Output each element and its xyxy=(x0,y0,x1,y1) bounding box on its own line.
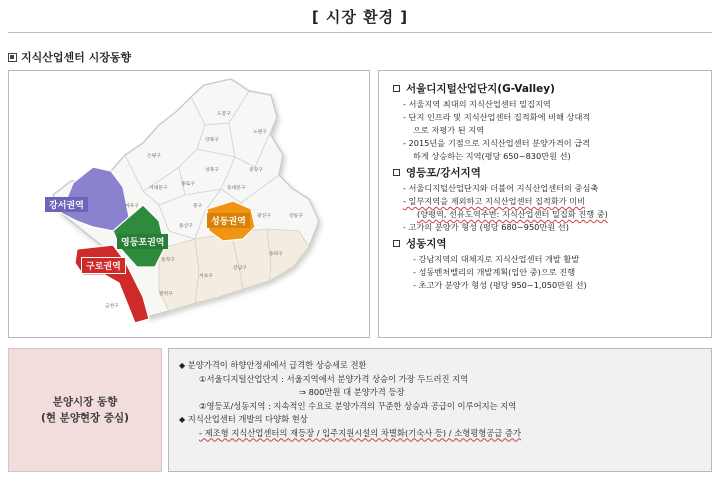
square-bullet-icon xyxy=(393,85,400,92)
region-title xyxy=(393,165,701,180)
gangseo-label: 강서권역 xyxy=(45,197,88,212)
title-divider xyxy=(8,32,712,33)
district-name: 동대문구 xyxy=(227,186,246,191)
section-heading-text: 지식산업센터 시장동향 xyxy=(21,51,132,64)
market-line: ①서울디지털산업단지 : 서울지역에서 분양가격 상승이 가장 두드러진 지역 xyxy=(199,373,469,384)
square-bullet-icon xyxy=(393,169,400,176)
market-label-line1: 분양시장 동향 xyxy=(52,396,118,408)
region-info-panel xyxy=(378,70,712,338)
yeongdeungpo-label: 영등포권역 xyxy=(117,234,168,249)
info-line: - 초고가 분양가 형성 (평당 950~1,050만원 선) xyxy=(413,280,587,290)
market-line: - 제조형 지식산업센터의 재등장 / 입주지원시설의 차별화(기숙사 등) / 소형평형공급 증가 xyxy=(199,427,521,438)
district-name: 마포구 xyxy=(125,204,139,209)
district-name: 노원구 xyxy=(253,130,267,135)
info-line: - 서울디지털산업단지와 더불어 지식산업센터의 중심축 xyxy=(403,183,599,193)
district-name: 서대문구 xyxy=(149,186,168,191)
region-title-text: 영등포/강서지역 xyxy=(406,167,481,179)
market-label-line2: (현 분양현장 중심) xyxy=(41,412,129,424)
district-name: 중랑구 xyxy=(249,168,263,173)
market-line: ◆ 분양가격이 하향안정세에서 급격한 상승세로 전환 xyxy=(179,359,701,373)
info-line: (양평역, 선유도역주변: 지식산업센터 밀집화 진행 중) xyxy=(417,209,608,219)
market-trend-panel xyxy=(168,348,712,472)
info-line: - 서울지역 최대의 지식산업센터 밀집지역 xyxy=(403,99,551,109)
district-name: 성북구 xyxy=(205,168,219,173)
square-bullet-icon xyxy=(393,240,400,247)
district-name: 은평구 xyxy=(147,154,161,159)
district-name: 관악구 xyxy=(159,292,173,297)
page-title: [ 시장 환경 ] xyxy=(311,8,409,26)
district-name: 서초구 xyxy=(199,274,213,279)
district-name: 용산구 xyxy=(179,224,193,229)
district-name: 강북구 xyxy=(205,138,219,143)
info-line: - 고가의 분양가 형성 (평당 680~950만원 선) xyxy=(403,222,569,232)
section-heading xyxy=(8,49,131,65)
seongdong-label: 성동권역 xyxy=(207,213,250,228)
info-line: - 강남지역의 대체지로 지식산업센터 개발 활발 xyxy=(413,254,580,264)
info-line: - 단지 인프라 및 지식산업센터 집적화에 비해 상대적 xyxy=(403,112,591,122)
square-bullet-icon xyxy=(8,53,17,62)
district-name: 강남구 xyxy=(233,266,247,271)
district-name: 송파구 xyxy=(269,252,283,257)
district-name: 금천구 xyxy=(105,304,119,309)
info-line: 하게 상승하는 지역(평당 650~830만원 선) xyxy=(413,151,571,161)
info-line: - 2015년을 기점으로 지식산업센터 분양가격이 급격 xyxy=(403,138,591,148)
seoul-map-panel xyxy=(8,70,370,338)
info-line: 으로 저평가 된 지역 xyxy=(413,125,485,135)
info-line: - 일부지역을 제외하고 지식산업센터 집적화가 미비 xyxy=(403,196,586,206)
district-name: 광진구 xyxy=(257,214,271,219)
district-name: 동작구 xyxy=(161,258,175,263)
district-name: 종로구 xyxy=(181,182,195,187)
market-line: ◆ 지식산업센터 개발의 다양화 현상 xyxy=(179,413,701,427)
region-title-text: 성동지역 xyxy=(406,238,447,250)
region-title-text: 서울디지털산업단지(G-Valley) xyxy=(406,83,555,95)
district-name: 강동구 xyxy=(289,214,303,219)
market-line: ②영등포/성동지역 : 지속적인 수요로 분양가격의 꾸준한 상승과 공급이 이루어지는 지역 xyxy=(199,400,517,411)
region-title xyxy=(393,81,701,96)
guro-label: 구로권역 xyxy=(81,257,126,274)
district-name: 중구 xyxy=(193,204,203,209)
region-title xyxy=(393,236,701,251)
market-trend-label xyxy=(8,348,162,472)
market-line: ⇒ 800만원 대 분양가격 등장 xyxy=(299,387,405,397)
district-name: 도봉구 xyxy=(217,112,231,117)
info-line: - 성동벤처밸리의 개발계획(입안 중)으로 진행 xyxy=(413,267,576,277)
